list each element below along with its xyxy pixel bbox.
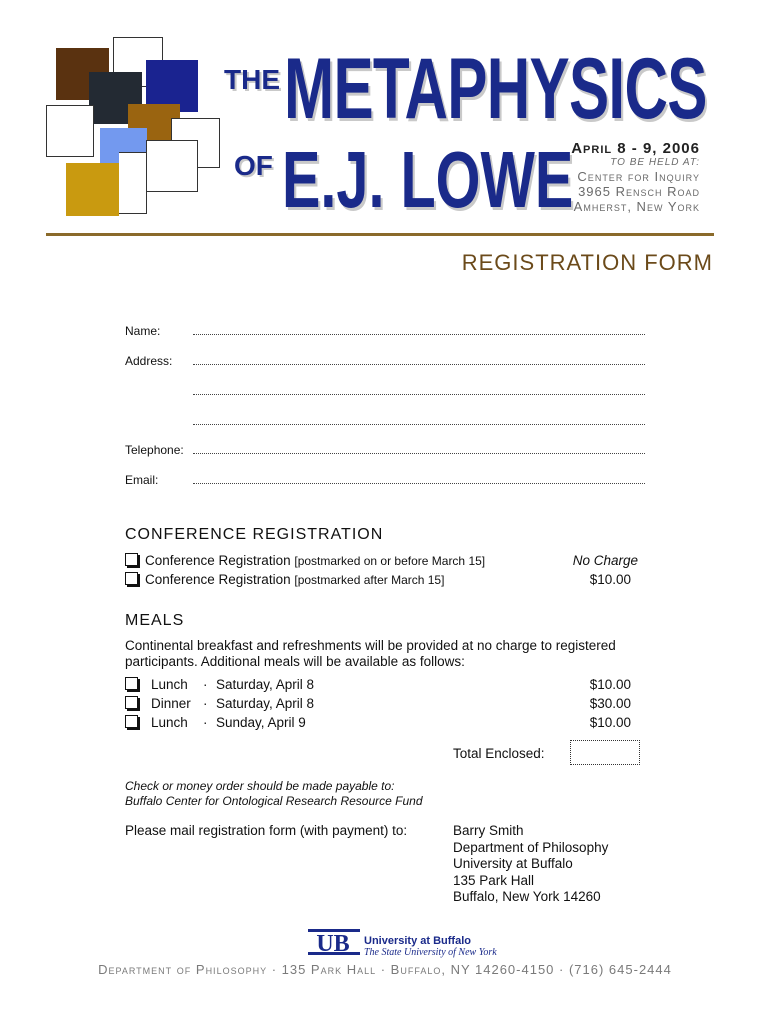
square-white <box>46 105 94 157</box>
conference-heading: CONFERENCE REGISTRATION <box>125 526 384 543</box>
title-of: OF <box>234 150 273 181</box>
title-the: THE <box>224 64 280 95</box>
email-field[interactable] <box>193 483 645 484</box>
option-label: Conference Registration <box>145 553 291 568</box>
meal-price: $10.00 <box>589 677 631 692</box>
address-line: Barry Smith <box>453 823 524 838</box>
square-white <box>146 140 198 192</box>
payment-line-2: Buffalo Center for Ontological Research Resource Fund <box>125 794 423 808</box>
address-field-line-1[interactable] <box>193 364 645 365</box>
option-price: No Charge <box>572 553 638 568</box>
total-enclosed-field[interactable] <box>570 740 640 765</box>
meal-separator: · <box>203 696 208 711</box>
address-line: 135 Park Hall <box>453 872 535 888</box>
form-title: REGISTRATION FORM <box>461 250 713 275</box>
title-name: E.J. LOWE <box>282 135 574 224</box>
meals-intro-line-2: participants. Additional meals will be available as follows: <box>125 654 465 669</box>
meal-day: Sunday, April 9 <box>216 715 306 730</box>
telephone-field[interactable] <box>193 453 645 454</box>
meal-day: Saturday, April 8 <box>216 677 315 692</box>
event-street: 3965 Rensch Road <box>578 184 700 199</box>
meal-name: Lunch <box>151 715 188 730</box>
checkbox[interactable] <box>125 572 138 585</box>
event-held-at: TO BE HELD AT: <box>610 157 700 168</box>
square-white <box>119 152 147 214</box>
event-date: April 8 - 9, 2006 <box>571 140 700 157</box>
meal-option[interactable] <box>125 696 145 711</box>
meal-name: Lunch <box>151 677 188 692</box>
square-gold <box>66 163 119 216</box>
event-city: Amherst, New York <box>573 199 700 214</box>
address-label: Address: <box>125 354 173 368</box>
meals-heading: MEALS <box>125 612 185 629</box>
meal-day: Saturday, April 8 <box>216 696 315 711</box>
telephone-label: Telephone: <box>125 443 184 457</box>
conference-option[interactable] <box>125 572 444 587</box>
option-label: Conference Registration <box>145 572 291 587</box>
footer-address: Department of Philosophy · 135 Park Hall · Buffalo, NY 14260-4150 · (716) 645-2444 <box>98 962 672 977</box>
title-metaphysics: METAPHYSICS <box>284 41 707 137</box>
meal-name: Dinner <box>151 696 191 711</box>
meal-separator: · <box>203 677 208 692</box>
meals-intro-line-1: Continental breakfast and refreshments will be provided at no charge to registered <box>125 638 616 653</box>
name-label: Name: <box>125 324 161 338</box>
event-venue: Center for Inquiry <box>577 169 700 184</box>
option-detail: [postmarked on or before March 15] <box>294 554 486 568</box>
address-field-line-3[interactable] <box>193 424 645 425</box>
address-field-line-2[interactable] <box>193 394 645 395</box>
checkbox[interactable] <box>125 553 138 566</box>
meal-price: $10.00 <box>589 715 631 730</box>
address-line: University at Buffalo <box>453 856 573 871</box>
event-info <box>571 140 700 214</box>
total-label: Total Enclosed: <box>453 746 545 761</box>
svg-text:UB: UB <box>316 931 350 957</box>
meal-price: $30.00 <box>589 696 631 711</box>
address-line: Buffalo, New York 14260 <box>453 889 601 904</box>
email-label: Email: <box>125 473 159 487</box>
checkbox[interactable] <box>125 715 138 728</box>
name-field[interactable] <box>193 334 645 335</box>
mail-instructions: Please mail registration form (with payment) to: <box>125 823 408 838</box>
meal-option[interactable] <box>125 677 145 692</box>
address-line: Department of Philosophy <box>453 839 609 855</box>
ub-logo-mark <box>308 927 360 957</box>
checkbox[interactable] <box>125 696 138 709</box>
payment-line-1: Check or money order should be made payable to: <box>125 779 395 793</box>
option-detail: [postmarked after March 15] <box>294 573 445 587</box>
meal-separator: · <box>203 715 208 730</box>
ub-subtitle: The State University of New York <box>364 947 497 958</box>
ub-name: University at Buffalo <box>364 935 471 947</box>
conference-option[interactable] <box>125 553 485 568</box>
checkbox[interactable] <box>125 677 138 690</box>
mailing-address <box>453 823 608 906</box>
option-price: $10.00 <box>589 572 631 587</box>
meal-option[interactable] <box>125 715 145 730</box>
header-divider <box>46 233 714 236</box>
